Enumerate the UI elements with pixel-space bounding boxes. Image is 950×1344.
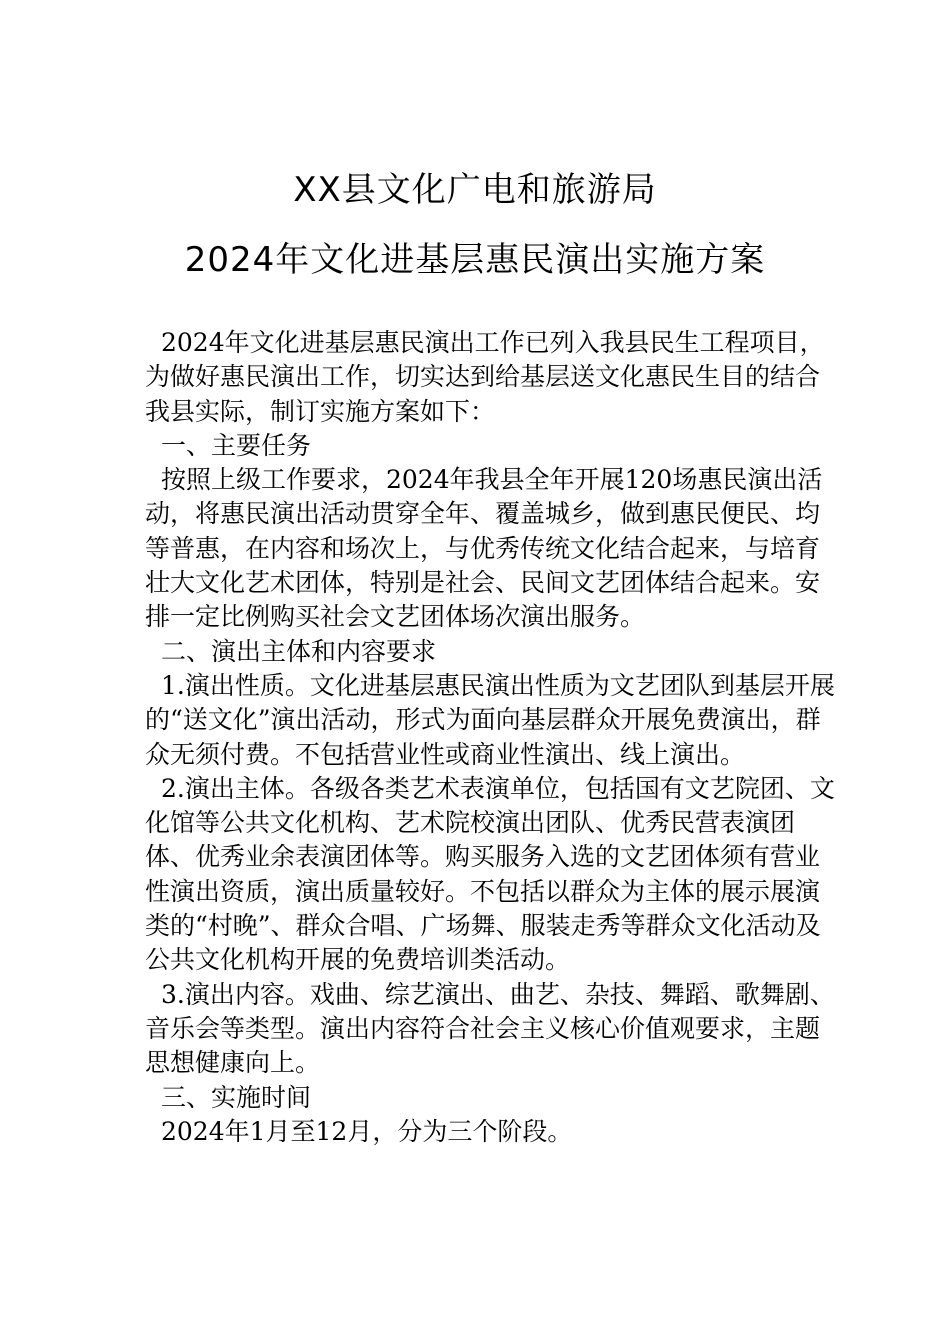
document-body — [145, 326, 835, 1149]
main-tasks-paragraph: 按照上级工作要求，2024年我县全年开展120场惠民演出活动，将惠民演出活动贯穿全年、覆盖城乡，做到惠民便民、均等普惠，在内容和场次上，与优秀传统文化结合起来，与培育壮大文化艺术团体，特别是社会、民间文艺团体结合起来。安排一定比例购买社会文艺团体场次演出服务。 — [145, 465, 823, 632]
implementation-time-paragraph: 2024年1月至12月，分为三个阶段。 — [161, 1116, 573, 1146]
section-heading-main-tasks: 一、主要任务 — [161, 430, 312, 460]
section-heading-performance-requirements: 二、演出主体和内容要求 — [161, 636, 437, 666]
document-title-line2: 2024年文化进基层惠民演出实施方案 — [184, 240, 766, 280]
performance-content-paragraph: 3.演出内容。戏曲、综艺演出、曲艺、杂技、舞蹈、歌舞剧、音乐会等类型。演出内容符合社会主义核心价值观要求，主题思想健康向上。 — [145, 979, 835, 1078]
section-heading-implementation-time: 三、实施时间 — [161, 1082, 312, 1112]
performance-nature-paragraph: 1.演出性质。文化进基层惠民演出性质为文艺团队到基层开展的“送文化”演出活动，形式为面向基层群众开展免费演出，群众无须付费。不包括营业性或商业性演出、线上演出。 — [145, 670, 835, 769]
performance-subject-paragraph: 2.演出主体。各级各类艺术表演单位，包括国有文艺院团、文化馆等公共文化机构、艺术院校演出团队、优秀民营表演团体、优秀业余表演团体等。购买服务入选的文艺团体须有营业性演出资质，演出质量较好。不包括以群众为主体的展示展演类的“村晚”、群众合唱、广场舞、服装走秀等群众文化活动及公共文化机构开展的免费培训类活动。 — [145, 773, 835, 975]
document-title-line1: XX县文化广电和旅游局 — [293, 170, 657, 210]
intro-paragraph: 2024年文化进基层惠民演出工作已列入我县民生工程项目，为做好惠民演出工作，切实达到给基层送文化惠民生目的结合我县实际，制订实施方案如下： — [145, 328, 825, 426]
